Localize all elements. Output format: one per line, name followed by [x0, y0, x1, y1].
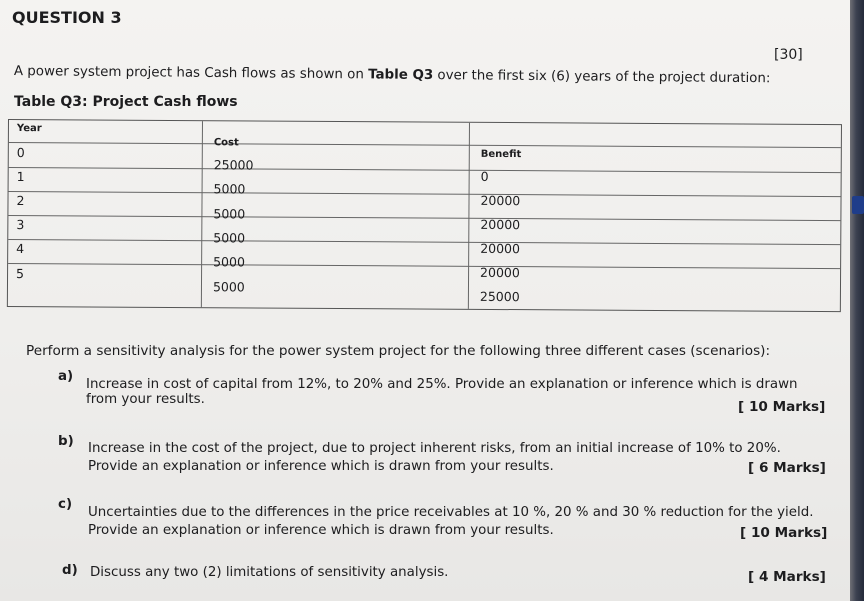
row-divider: [8, 263, 840, 269]
task-c-label: c): [58, 497, 73, 512]
task-c-marks: [ 10 Marks]: [740, 525, 828, 541]
row-divider: [9, 191, 841, 197]
table-cell-year: 0: [16, 145, 25, 161]
edge-mark: [852, 196, 864, 214]
intro-table-ref: Table Q3: [368, 67, 434, 84]
task-a-line2: from your results.: [86, 392, 205, 407]
table-title: Table Q3: Project Cash flows: [14, 94, 238, 110]
table-cell-cost: 25000: [213, 157, 254, 173]
intro-text-pre: A power system project has Cash flows as shown on: [13, 64, 369, 83]
total-marks: [30]: [774, 47, 803, 63]
task-b-marks: [ 6 Marks]: [748, 460, 826, 476]
table-cell-benefit: 25000: [479, 288, 520, 305]
table-cell-cost: 5000: [213, 230, 246, 246]
table-cell-year: 4: [16, 241, 25, 257]
row-divider: [9, 142, 841, 148]
table-cell-year: 5: [16, 266, 25, 282]
table-cell-cost: 5000: [213, 181, 246, 197]
task-a-marks: [ 10 Marks]: [738, 399, 826, 415]
table-cell-benefit: 20000: [480, 240, 521, 257]
task-a-label: a): [58, 369, 74, 384]
task-c-line1: Uncertainties due to the differences in the price receivables at 10 %, 20 % and 30 % reduction for the yield.: [88, 505, 814, 520]
task-a-line1: Increase in cost of capital from 12%, to 20% and 25%. Provide an explanation or inference which is drawn: [86, 377, 798, 392]
task-d-label: d): [62, 563, 78, 578]
task-b-label: b): [58, 434, 74, 449]
table-cell-benefit: 20000: [480, 216, 521, 233]
cash-flow-table: [7, 119, 842, 312]
question-title: QUESTION 3: [12, 8, 122, 27]
table-cell-year: 2: [16, 193, 25, 209]
header-cost: Cost: [213, 137, 239, 149]
table-cell-benefit: 0: [480, 168, 489, 184]
table-cell-benefit: 20000: [480, 192, 521, 209]
row-divider: [8, 239, 840, 245]
table-cell-year: 1: [16, 169, 25, 185]
table-cell-cost: 5000: [213, 206, 246, 222]
task-d-marks: [ 4 Marks]: [748, 569, 826, 585]
table-cell-cost: 5000: [213, 254, 245, 270]
table-cell-cost: 5000: [212, 279, 245, 295]
task-b-line2: Provide an explanation or inference which is drawn from your results.: [88, 459, 554, 474]
task-c-line2: Provide an explanation or inference which is drawn from your results.: [88, 523, 554, 538]
page-edge-background: [850, 0, 864, 601]
table-cell-year: 3: [16, 217, 25, 233]
intro-text-post: over the first six (6) years of the project duration:: [433, 68, 771, 87]
column-divider: [468, 123, 470, 309]
row-divider: [8, 215, 840, 221]
tasks-intro: Perform a sensitivity analysis for the power system project for the following three different cases (scenarios):: [26, 343, 771, 359]
header-year: Year: [16, 123, 42, 135]
row-divider: [9, 167, 841, 173]
header-benefit: Benefit: [480, 148, 522, 161]
column-divider: [201, 121, 203, 307]
table-cell-benefit: 20000: [480, 264, 520, 281]
task-d-line1: Discuss any two (2) limitations of sensitivity analysis.: [90, 565, 449, 580]
task-b-line1: Increase in the cost of the project, due to project inherent risks, from an initial increase of 10% to 20%.: [88, 441, 781, 456]
